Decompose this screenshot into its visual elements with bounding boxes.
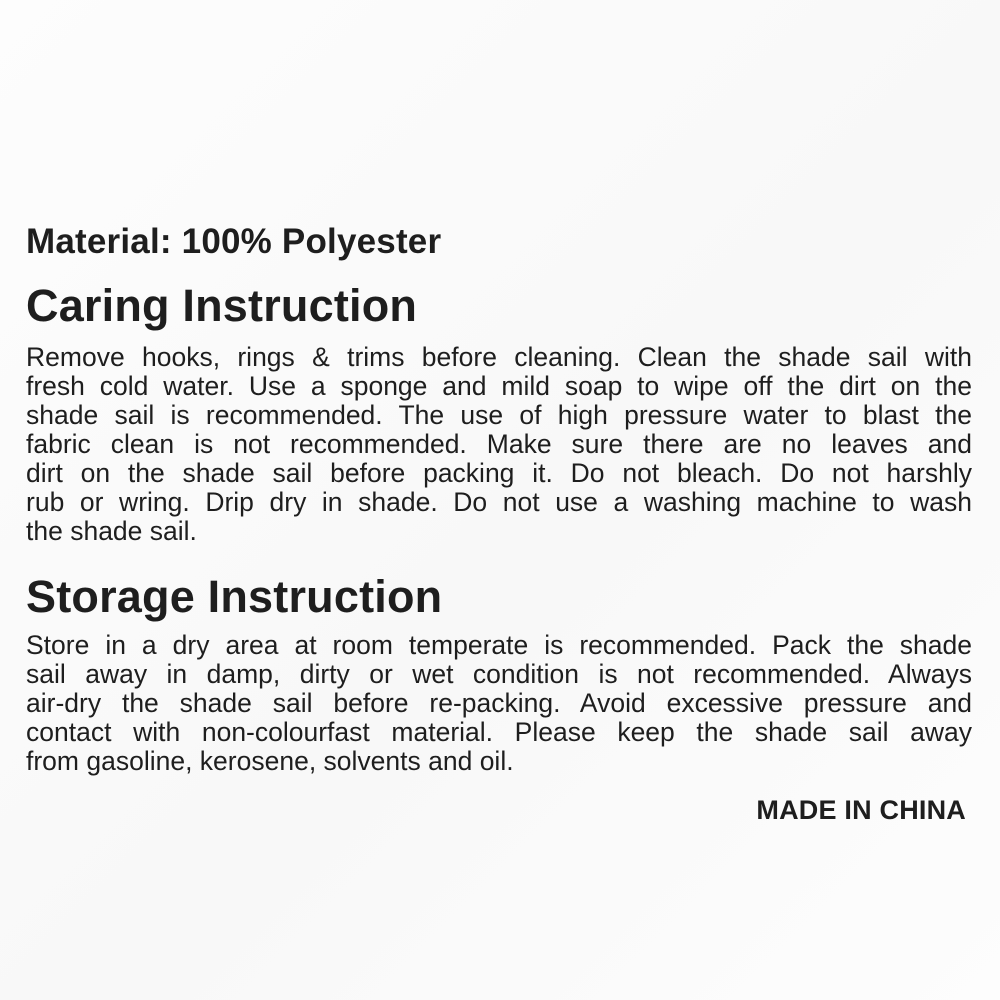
storage-body-line: air-dry the shade sail before re-packing. Avoid excessive pressure and	[26, 687, 972, 718]
caring-body-line: shade sail is recommended. The use of high pressure water to blast the	[26, 399, 972, 430]
storage-body-line: contact with non-colourfast material. Please keep the shade sail away	[26, 716, 972, 747]
made-in-china-label: MADE IN CHINA	[756, 794, 966, 825]
storage-body-line: sail away in damp, dirty or wet condition is not recommended. Always	[26, 658, 972, 689]
storage-instruction-heading: Storage Instruction	[26, 570, 443, 622]
caring-body-line: rub or wring. Drip dry in shade. Do not use a washing machine to wash	[26, 486, 972, 517]
material-heading: Material: 100% Polyester	[26, 222, 442, 261]
caring-body-line: the shade sail.	[26, 515, 197, 546]
caring-body-line: fabric clean is not recommended. Make sure there are no leaves and	[26, 428, 972, 459]
storage-instruction-body	[26, 631, 972, 776]
storage-body-line: from gasoline, kerosene, solvents and oil.	[26, 745, 514, 776]
caring-body-line: dirt on the shade sail before packing it. Do not bleach. Do not harshly	[26, 457, 972, 488]
caring-instruction-heading: Caring Instruction	[26, 280, 418, 332]
caring-body-line: fresh cold water. Use a sponge and mild soap to wipe off the dirt on the	[26, 370, 972, 401]
caring-instruction-body	[26, 343, 972, 546]
caring-body-line: Remove hooks, rings & trims before cleaning. Clean the shade sail with	[26, 341, 972, 372]
storage-body-line: Store in a dry area at room temperate is recommended. Pack the shade	[26, 629, 972, 660]
